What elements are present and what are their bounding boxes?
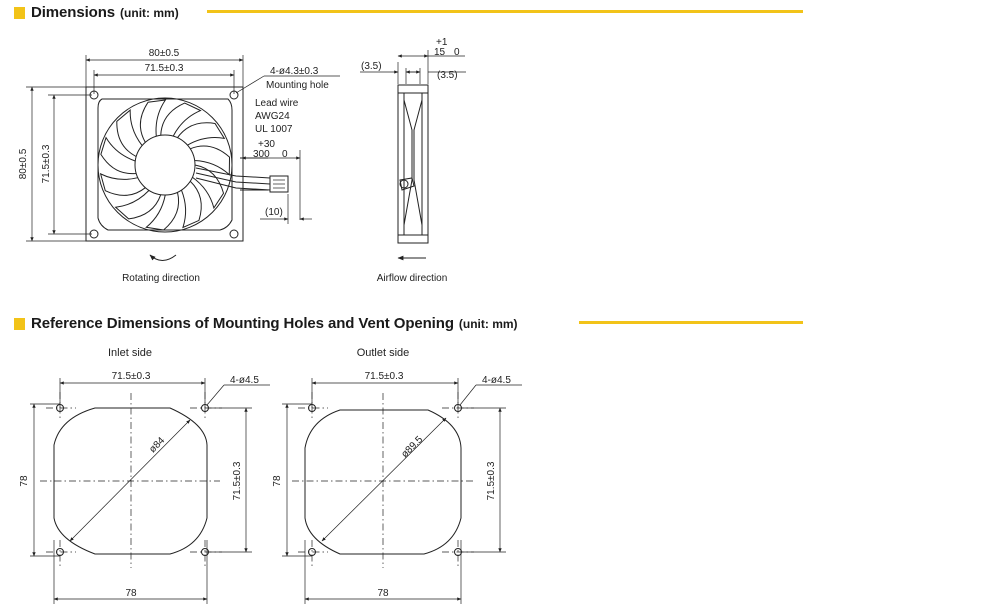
fan-blade — [192, 165, 223, 208]
right-offset-label: (3.5) — [437, 70, 458, 81]
section-title: Reference Dimensions of Mounting Holes and Vent Opening — [31, 315, 454, 332]
airflow-caption: Airflow direction — [376, 273, 448, 284]
outlet-caption: Outlet side — [356, 347, 410, 359]
section-unit: (unit: mm) — [458, 316, 518, 331]
fan-side-view — [360, 37, 466, 284]
inlet-hole-label: 4-ø4.5 — [230, 375, 259, 386]
lead-wire-label: Lead wire — [255, 98, 299, 109]
curved-arrow-icon — [150, 255, 176, 261]
outlet-height-label: 78 — [272, 475, 283, 487]
hole-label: 4-ø4.3±0.3 — [270, 66, 319, 77]
thickness-tol-lower: 0 — [454, 47, 460, 58]
inlet-opening-label: ø84 — [147, 435, 168, 456]
outlet-vertical-pitch-label: 71.5±0.3 — [486, 461, 497, 501]
outlet-pitch-label: 71.5±0.3 — [364, 371, 404, 382]
lead-length-value: 300 — [253, 149, 270, 160]
section-unit: (unit: mm) — [120, 5, 179, 20]
fan-blade — [161, 103, 201, 136]
inlet-diameter-line — [70, 420, 190, 541]
fan-front-view — [18, 48, 340, 284]
section-title: Dimensions — [31, 4, 116, 21]
fan-hub — [135, 135, 195, 195]
fan-blade — [146, 192, 178, 230]
inlet-side-drawing — [19, 347, 270, 604]
fan-blade — [101, 138, 136, 174]
outlet-side-drawing — [272, 347, 522, 604]
strip-length-label: (10) — [265, 207, 283, 218]
outlet-hole-label: 4-ø4.5 — [482, 375, 511, 386]
width-label: 80±0.5 — [148, 48, 180, 59]
thickness-tol-upper: +1 — [436, 37, 448, 48]
fan-blade — [116, 190, 161, 219]
mounting-hole — [230, 230, 238, 238]
vertical-pitch-label: 71.5±0.3 — [41, 144, 52, 184]
inlet-width-label: 78 — [125, 588, 137, 599]
lead-wire-gauge: AWG24 — [255, 111, 290, 122]
height-label: 80±0.5 — [18, 148, 29, 180]
lead-length-lower-tol: 0 — [282, 149, 288, 160]
inlet-pitch-label: 71.5±0.3 — [111, 371, 151, 382]
outlet-width-label: 78 — [377, 588, 389, 599]
fan-blade — [117, 110, 142, 156]
hole-pitch-label: 71.5±0.3 — [144, 63, 184, 74]
inlet-caption: Inlet side — [107, 347, 153, 359]
inlet-height-label: 78 — [19, 475, 30, 487]
outlet-opening-label: ø89.5 — [399, 434, 426, 461]
hole-label-caption: Mounting hole — [266, 80, 329, 91]
lead-length-tol: +30 — [258, 139, 275, 150]
rotation-caption: Rotating direction — [122, 273, 200, 284]
left-offset-label: (3.5) — [361, 61, 382, 72]
lead-wire-standard: UL 1007 — [255, 124, 293, 135]
side-profile — [398, 85, 428, 243]
thickness-value: 15 — [434, 47, 446, 58]
outlet-diameter-line — [322, 418, 446, 541]
inlet-vertical-pitch-label: 71.5±0.3 — [232, 461, 243, 501]
